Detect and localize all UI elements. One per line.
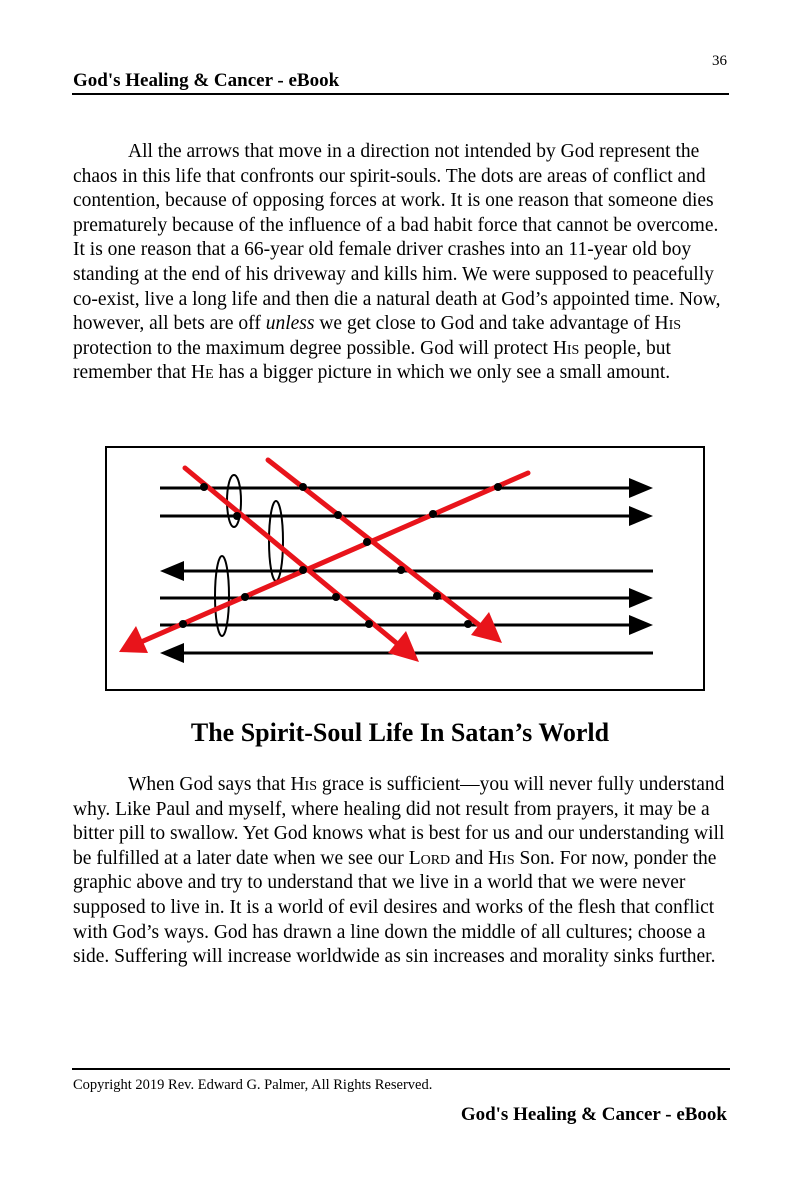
paragraph-2-text-d: Son. For now, ponder the graphic above and try to understand that we live in a world that we were never supposed to live in. It is a world of evil desires and works of the flesh that conflict with God’s ways. God has drawn a line down the middle of all cultures; choose a side. Suffering will increase worldwide as sin increases and morality sinks further.: [73, 847, 717, 968]
dot: [200, 483, 208, 491]
dot: [241, 593, 249, 601]
dot: [332, 593, 340, 601]
header-title: God's Healing & Cancer - eBook: [73, 70, 340, 91]
dot: [179, 620, 187, 628]
header-rule: [72, 93, 729, 95]
footer-rule: [72, 1068, 730, 1070]
paragraph-1-text-d: people, but remember that: [73, 337, 671, 384]
dot: [397, 566, 405, 574]
page-number: 36: [712, 53, 727, 69]
dot: [433, 592, 441, 600]
dot: [494, 483, 502, 491]
paragraph-2-his-1: His: [290, 774, 317, 795]
dot: [233, 512, 241, 520]
paragraph-2-lord: Lord: [408, 847, 451, 869]
paragraph-2-text-a: When God says that: [128, 774, 291, 795]
paragraph-1-emphasis: unless: [265, 313, 315, 335]
dot: [365, 620, 373, 628]
dot: [334, 511, 342, 519]
spirit-soul-figure: [105, 446, 705, 691]
paragraph-2-his-2: His: [488, 847, 515, 869]
footer-title: God's Healing & Cancer - eBook: [460, 1104, 727, 1125]
paragraph-1-text-e: has a bigger picture in which we only see a small amount.: [213, 362, 671, 384]
paragraph-1-text-c: protection to the maximum degree possible. God will protect: [73, 337, 553, 359]
dot: [429, 510, 437, 518]
paragraph-1-he: He: [191, 362, 214, 384]
dot: [363, 538, 371, 546]
copyright: Copyright 2019 Rev. Edward G. Palmer, All Rights Reserved.: [73, 1077, 433, 1093]
dot: [299, 483, 307, 491]
paragraph-1-text-a: All the arrows that move in a direction not intended by God represent the chaos in this life that confronts our spirit-souls. The dots are areas of conflict and contention, because of opposing forces at work. It is one reason that someone dies prematurely because of the influence of a bad habit force that cannot be overcome. It is one reason that a 66-year old female driver crashes into an 11-year old boy standing at the end of his driveway and kills him. We were supposed to peacefully co-exist, live a long life and then die a natural death at God’s appointed time. Now, however, all bets are off: [73, 141, 721, 335]
paragraph-2-text-c: and: [450, 847, 489, 869]
paragraph-1: [73, 140, 733, 386]
figure-caption: The Spirit-Soul Life In Satan’s World: [190, 718, 610, 747]
paragraph-2-text-b: grace is sufficient—you will never fully understand why. Like Paul and myself, where healing did not result from prayers, it may be a bitter pill to swallow. Yet God knows what is best for us and our understanding will be fulfilled at a later date when we see our: [73, 774, 725, 869]
paragraph-1-his-2: His: [552, 337, 580, 359]
paragraph-1-text-b: we get close to God and take advantage of: [314, 313, 655, 335]
paragraph-1-his-1: His: [654, 313, 682, 335]
dot: [464, 620, 472, 628]
paragraph-2: [73, 773, 733, 970]
dot: [299, 566, 307, 574]
